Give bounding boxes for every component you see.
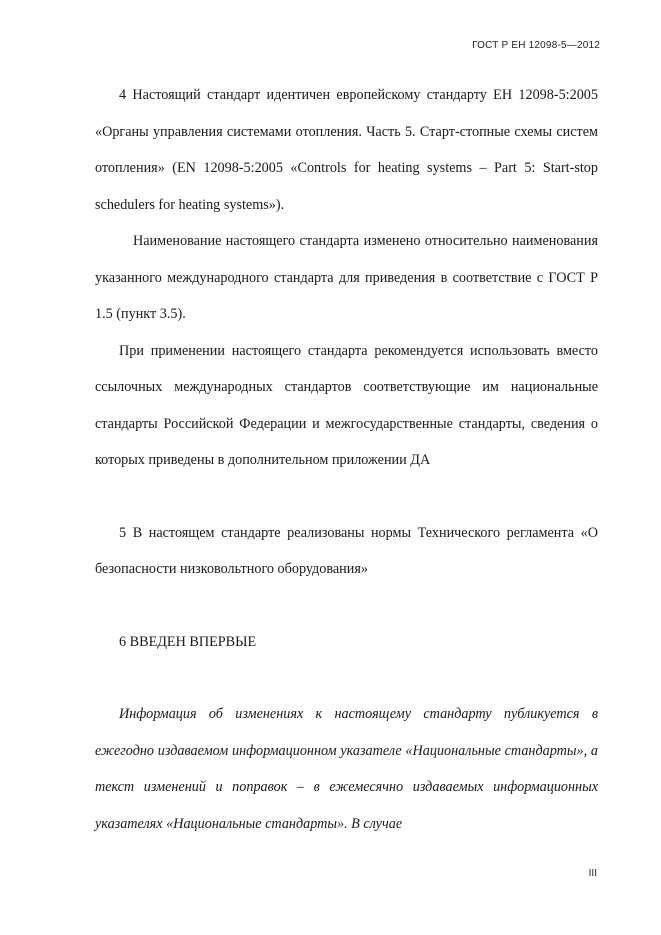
paragraph-name-change: Наименование настоящего стандарта изменено относительно наименования указанного международного стандарта для приведения в соответствие с ГОСТ Р 1.5 (пункт 3.5). <box>95 233 598 322</box>
document-code-header: ГОСТ Р ЕН 12098-5—2012 <box>472 40 600 51</box>
spacer <box>95 479 598 515</box>
paragraph-application: При применении настоящего стандарта рекомендуется использовать вместо ссылочных международных стандартов соответствующие им национальные стандарты Российской Федерации и межгосударственные стандарты, сведения о которых приведены в дополнительном приложении ДА <box>95 342 598 468</box>
paragraph-item-5: 5 В настоящем стандарте реализованы нормы Технического регламента «О безопасности низковольтного оборудования» <box>95 524 598 577</box>
paragraph-item-4: 4 Настоящий стандарт идентичен европейскому стандарту ЕН 12098-5:2005 «Органы управления системами отопления. Часть 5. Старт-стопные схемы систем отопления» (EN 12098-5:2005 «Controls for heating systems – Part 5: Start-stop schedulers for heating systems»). <box>95 87 598 213</box>
spacer <box>95 660 598 696</box>
paragraph-item-6: 6 ВВЕДЕН ВПЕРВЫЕ <box>119 633 257 650</box>
paragraph-change-info: Информация об изменениях к настоящему стандарту публикуется в ежегодно издаваемом информационном указателе «Национальные стандарты», а текст изменений и поправок – в ежемесячно издаваемых информационных указателях «Национальные стандарты». В случае <box>95 706 598 832</box>
spacer <box>95 588 598 624</box>
page-number: III <box>588 868 597 879</box>
document-body <box>95 77 598 842</box>
